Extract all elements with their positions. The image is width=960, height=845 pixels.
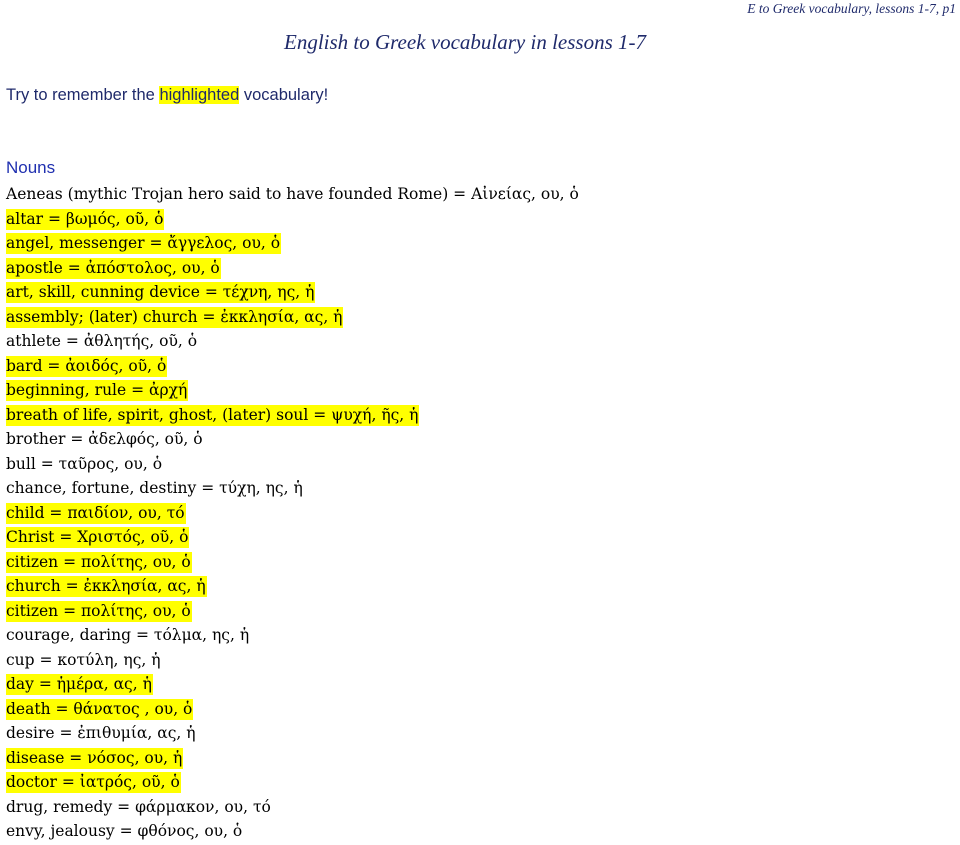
vocab-entry-text: desire = ἐπιθυμία, ας, ἡ xyxy=(6,724,196,742)
vocab-entry-text: citizen = πολίτης, ου, ὁ xyxy=(6,552,191,571)
vocab-entry-text: Christ = Χριστός, οῦ, ὁ xyxy=(6,528,189,546)
vocab-entry-text: assembly; (later) church = ἐκκλησία, ας, ἡ xyxy=(6,307,343,326)
vocab-entry xyxy=(6,795,580,820)
vocab-entry xyxy=(6,280,580,305)
vocab-entry-text: Aeneas (mythic Trojan hero said to have founded Rome) = Αἰνείας, ου, ὁ xyxy=(6,185,579,203)
vocab-entry-text: art, skill, cunning device = τέχνη, ης, ἡ xyxy=(6,283,315,301)
instruction-text xyxy=(6,85,328,106)
vocab-entry xyxy=(6,721,580,746)
vocab-entry xyxy=(6,819,580,844)
vocab-entry xyxy=(6,256,580,281)
vocab-entry xyxy=(6,501,580,526)
vocab-entry-text: envy, jealousy = φθόνος, ου, ὁ xyxy=(6,822,243,840)
vocab-entry xyxy=(6,476,580,501)
vocab-entry xyxy=(6,182,580,207)
vocab-entry xyxy=(6,378,580,403)
vocab-entry xyxy=(6,207,580,232)
vocab-entry-text: doctor = ἰατρός, οῦ, ὁ xyxy=(6,773,180,791)
document-title: English to Greek vocabulary in lessons 1-7 xyxy=(284,30,646,54)
instruction-after: vocabulary! xyxy=(239,86,329,104)
vocab-entry-text: beginning, rule = ἀρχή xyxy=(6,381,188,399)
instruction-before: Try to remember the xyxy=(6,86,160,104)
vocab-entry xyxy=(6,672,580,697)
vocab-entry-text: angel, messenger = ἄγγελος, ου, ὁ xyxy=(6,234,281,252)
vocab-entry xyxy=(6,599,580,624)
vocab-entry-text: citizen = πολίτης, ου, ὁ xyxy=(6,601,191,620)
vocab-entry-text: brother = ἀδελφός, οῦ, ὁ xyxy=(6,430,203,448)
vocab-entry-text: church = ἐκκλησία, ας, ἡ xyxy=(6,577,206,595)
vocab-entry-text: bard = ἀοιδός, οῦ, ὁ xyxy=(6,356,167,375)
vocab-entry-text: breath of life, spirit, ghost, (later) soul = ψυχή, ῆς, ἡ xyxy=(6,405,419,424)
vocab-entry-text: cup = κοτύλη, ης, ἡ xyxy=(6,650,161,669)
vocab-entry xyxy=(6,574,580,599)
vocab-entry-text: altar = βωμός, οῦ, ὁ xyxy=(6,209,164,228)
vocab-entry-text: drug, remedy = φάρμακον, ου, τό xyxy=(6,797,271,816)
vocab-entry xyxy=(6,231,580,256)
vocab-entry xyxy=(6,746,580,771)
vocab-entry xyxy=(6,623,580,648)
vocab-entry-text: death = θάνατος , ου, ὁ xyxy=(6,699,193,718)
vocab-entry xyxy=(6,525,580,550)
vocab-entry xyxy=(6,354,580,379)
vocab-entry xyxy=(6,770,580,795)
vocab-entry-text: disease = νόσος, ου, ἡ xyxy=(6,748,183,767)
vocab-entry xyxy=(6,427,580,452)
vocab-entry xyxy=(6,452,580,477)
running-head: E to Greek vocabulary, lessons 1-7, p1 xyxy=(747,1,956,16)
vocab-entry-text: chance, fortune, destiny = τύχη, ης, ἡ xyxy=(6,479,303,497)
vocab-entry-text: courage, daring = τόλμα, ης, ἡ xyxy=(6,626,250,644)
vocab-entry-text: athlete = ἀθλητής, οῦ, ὁ xyxy=(6,332,198,350)
vocab-entry xyxy=(6,305,580,330)
vocab-entry xyxy=(6,648,580,673)
section-heading-nouns: Nouns xyxy=(6,158,56,177)
vocab-entry-text: bull = ταῦρος, ου, ὁ xyxy=(6,454,163,473)
vocab-entry-text: day = ἡμέρα, ας, ἡ xyxy=(6,675,152,693)
highlighted-word: highlighted xyxy=(159,86,240,104)
vocabulary-list xyxy=(6,182,580,844)
vocab-entry xyxy=(6,550,580,575)
vocab-entry-text: child = παιδίον, ου, τό xyxy=(6,503,185,522)
vocab-entry-text: apostle = ἀπόστολος, ου, ὁ xyxy=(6,258,220,277)
vocab-entry xyxy=(6,697,580,722)
vocab-entry xyxy=(6,329,580,354)
vocab-entry xyxy=(6,403,580,428)
